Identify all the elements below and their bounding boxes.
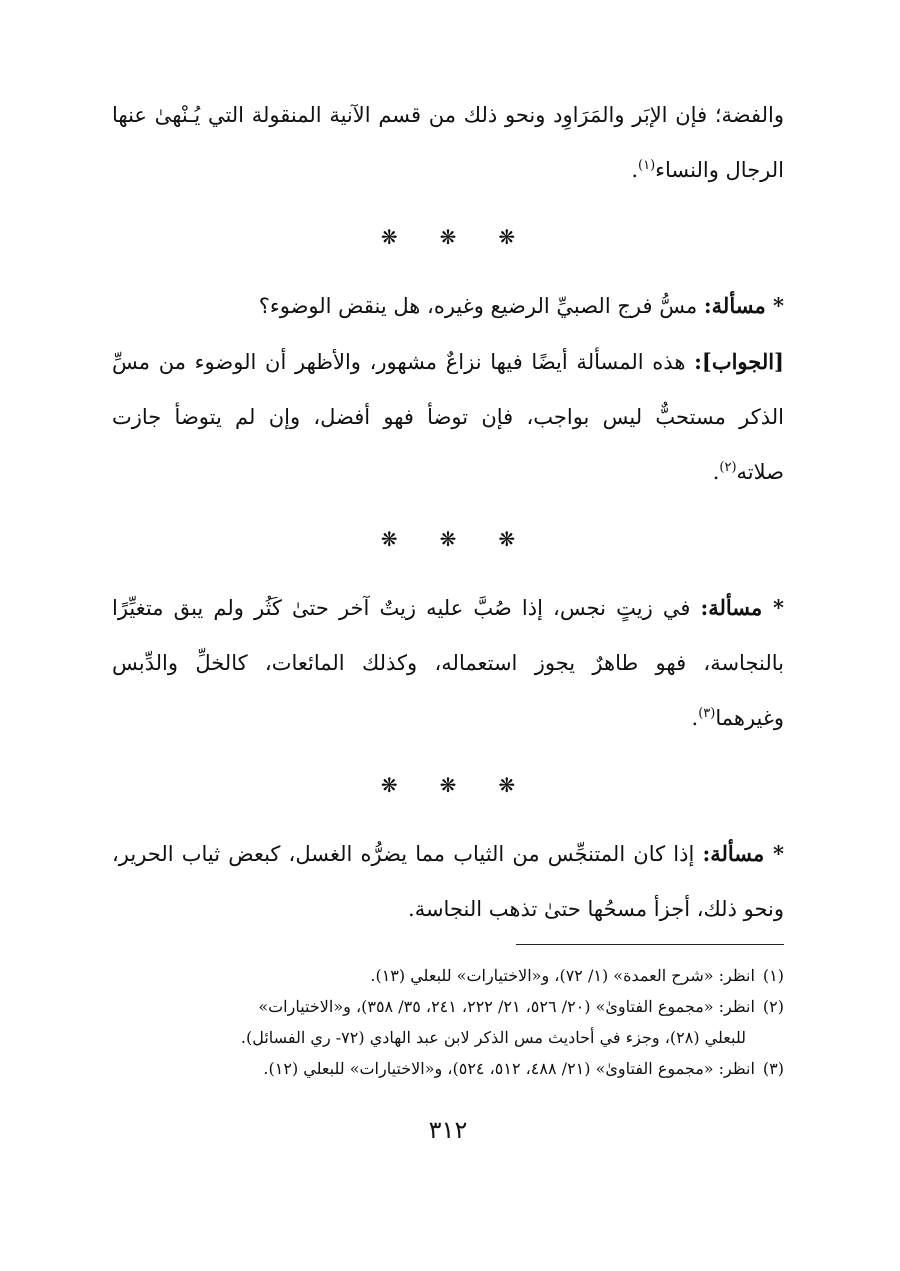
period: . [691, 706, 699, 730]
footnote-text: انظر: «مجموع الفتاوىٰ» (٢١/ ٤٨٨، ٥١٢، ٥٢٤)، و«الاختيارات» للبعلي (١٢). [263, 1059, 755, 1078]
asterism-icon: ❋ [498, 527, 516, 551]
asterism-icon: ❋ [498, 773, 516, 797]
footnote-number: (١) [762, 966, 784, 985]
asterism-icon: ❋ [439, 773, 457, 797]
asterism-icon: ❋ [439, 225, 457, 249]
book-page [112, 88, 784, 1258]
question-text: مسُّ فرج الصبيِّ الرضيع وغيره، هل ينقض الوضوء؟ [258, 294, 704, 318]
question-label: * مسألة: [703, 293, 784, 318]
footnote-3 [112, 1053, 784, 1084]
footnote-ref-3[interactable]: (٣) [698, 706, 716, 721]
asterism-icon: ❋ [380, 773, 398, 797]
paragraph-intro [112, 88, 784, 198]
footnote-number: (٢) [762, 997, 784, 1016]
footnote-2-continuation: للبعلي (٢٨)، وجزء في أحاديث مس الذكر لابن عبد الهادي (٧٢- ري الفسائل). [240, 1028, 746, 1047]
page-number: ٣١٢ [428, 1116, 468, 1144]
answer-text: هذه المسألة أيضًا فيها نزاعٌ مشهور، والأظهر أن الوضوء من مسِّ الذكر مستحبٌّ ليس بواجب، فإن توضأ فهو أفضل، وإن لم يتوضأ جازت صلاته [112, 350, 784, 484]
answer-1 [112, 334, 784, 500]
footnotes [112, 960, 784, 1084]
question-label: * مسألة: [702, 841, 784, 866]
asterism-icon: ❋ [439, 527, 457, 551]
period: . [631, 158, 638, 182]
question-2 [112, 580, 784, 746]
footnote-ref-2[interactable]: (٢) [719, 460, 737, 475]
asterism-icon: ❋ [380, 527, 398, 551]
section-divider [112, 512, 784, 566]
footnote-number: (٣) [762, 1059, 784, 1078]
question-label: * مسألة: [700, 595, 784, 620]
question-text: إذا كان المتنجِّس من الثياب مما يضرُّه الغسل، كبعض ثياب الحرير، ونحو ذلك، أجزأ مسحُها حتىٰ تذهب النجاسة. [112, 842, 784, 921]
section-divider [112, 758, 784, 812]
question-3 [112, 826, 784, 937]
paragraph-text: والفضة؛ فإن الإبَر والمَرَاوِد ونحو ذلك من قسم الآنية المنقولة التي يُـنْهىٰ عنها الرجال والنساء [112, 103, 784, 182]
footnote-2 [112, 991, 784, 1022]
footnote-1 [112, 960, 784, 991]
asterism-icon: ❋ [380, 225, 398, 249]
footnote-text: انظر: «مجموع الفتاوىٰ» (٢٠/ ٥٢٦، ٢١/ ٢٢٢، ٢٤١، ٣٥/ ٣٥٨)، و«الاختيارات» [258, 997, 755, 1016]
period: . [712, 460, 720, 484]
footnote-ref-1[interactable]: (١) [638, 158, 656, 173]
question-1 [112, 278, 784, 334]
section-divider [112, 210, 784, 264]
asterism-icon: ❋ [498, 225, 516, 249]
question-text: في زيتٍ نجس، إذا صُبَّ عليه زيتٌ آخر حتىٰ كَثُر ولم يبق متغيِّرًا بالنجاسة، فهو طاهرٌ يجوز استعماله، وكذلك المائعات، كالخلِّ والدِّبس وغيرهما [112, 596, 784, 730]
answer-label: [الجواب]: [694, 349, 784, 374]
footnote-separator [516, 944, 784, 945]
footnote-text: انظر: «شرح العمدة» (١/ ٧٢)، و«الاختيارات» للبعلي (١٣). [370, 966, 755, 985]
